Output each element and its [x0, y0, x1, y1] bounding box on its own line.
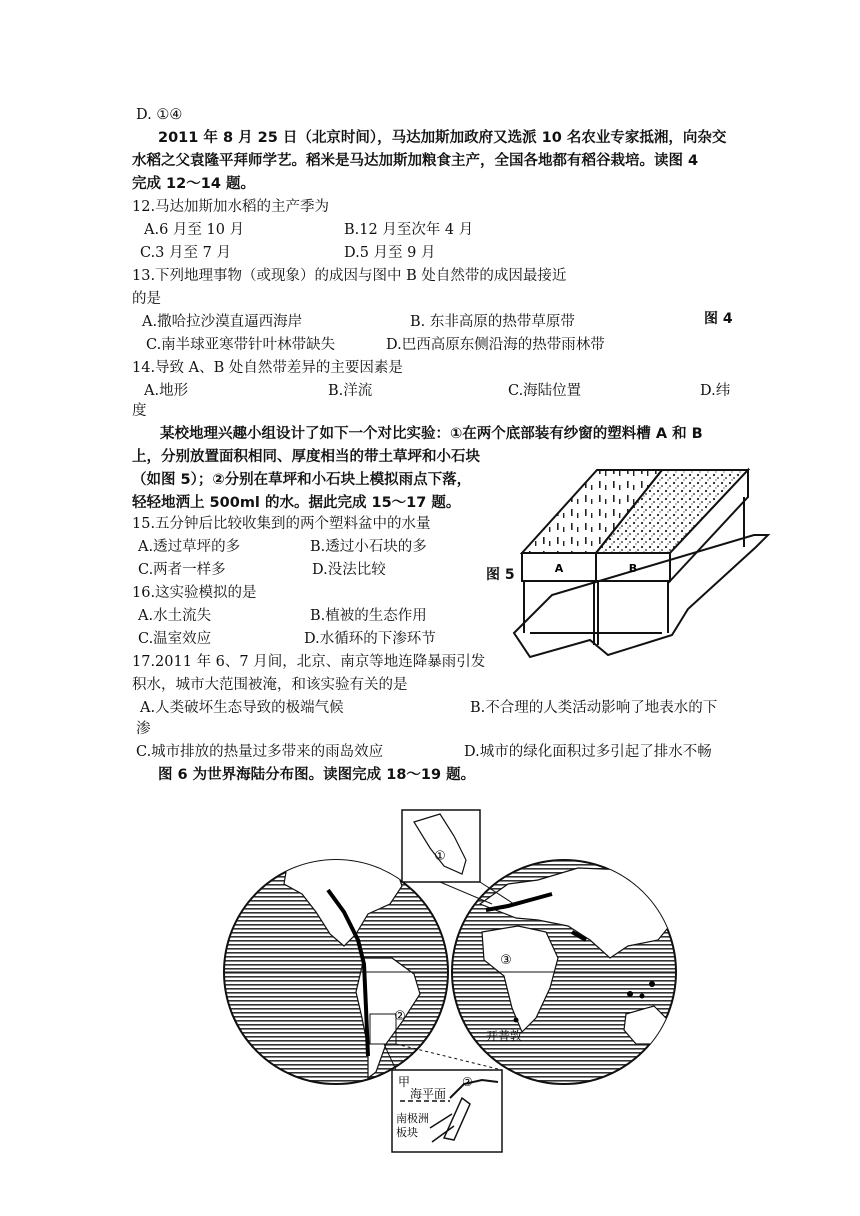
- intro-madagascar-line2: 水稻之父袁隆平拜师学艺。稻米是马达加斯加粮食主产，全国各地都有稻谷栽培。读图 4: [132, 153, 699, 169]
- q17-option-d: D.城市的绿化面积过多引起了排水不畅: [464, 744, 712, 760]
- q16-stem: 16.这实验模拟的是: [132, 585, 257, 601]
- intro-map: 图 6 为世界海陆分布图。读图完成 18～19 题。: [158, 767, 476, 783]
- intro-madagascar-line3: 完成 12～14 题。: [132, 176, 255, 192]
- q17-stem: 17.2011 年 6、7 月间，北京、南京等地连降暴雨引发: [132, 654, 486, 670]
- q13-option-a: A.撒哈拉沙漠直逼西海岸: [142, 314, 303, 330]
- q17-option-b: B.不合理的人类活动影响了地表水的下: [470, 700, 718, 716]
- fig6-world-map: [218, 808, 688, 1198]
- intro-experiment-line3: （如图 5）；②分别在草坪和小石块上模拟雨点下落，: [132, 472, 472, 488]
- q12-option-d: D.5 月至 9 月: [344, 245, 436, 261]
- q14-option-b: B.洋流: [328, 383, 373, 399]
- map-mark-3: ③: [500, 953, 512, 968]
- fig5-label: 图 5: [486, 567, 515, 583]
- eastern-hemisphere: [452, 860, 676, 1084]
- intro-experiment-line4: 轻轻地洒上 500ml 的水。据此完成 15～17 题。: [132, 495, 461, 511]
- q13-option-c: C.南半球亚寒带针叶林带缺失: [146, 337, 336, 353]
- q13-option-d: D.巴西高原东侧沿海的热带雨林带: [386, 337, 605, 353]
- inset-mark-2: ②: [462, 1075, 473, 1089]
- q15-option-d: D.没法比较: [312, 562, 386, 578]
- q16-option-d: D.水循环的下渗环节: [304, 631, 436, 647]
- map-mark-2: ②: [394, 1009, 406, 1024]
- intro-experiment-line2: 上，分别放置面积相同、厚度相当的带土草坪和小石块: [132, 449, 480, 465]
- fig5-experiment-diagram: [512, 465, 774, 660]
- tray-a-label: A: [554, 562, 564, 575]
- q17-option-b-cont: 渗: [136, 721, 151, 737]
- q13-stem: 13.下列地理事物（或现象）的成因与图中 B 处自然带的成因最接近: [132, 268, 567, 284]
- q16-option-a: A.水土流失: [138, 608, 212, 624]
- q15-option-b: B.透过小石块的多: [310, 539, 427, 555]
- fig4-label: 图 4: [704, 311, 733, 327]
- q17-option-a: A.人类破坏生态导致的极端气候: [140, 700, 344, 716]
- tray-b-label: B: [628, 562, 638, 575]
- antarctic-plate-label: 南极洲: [396, 1112, 429, 1125]
- inset-jia-label: 甲: [398, 1075, 411, 1089]
- q15-stem: 15.五分钟后比较收集到的两个塑料盆中的水量: [132, 516, 431, 532]
- q14-option-c: C.海陆位置: [508, 383, 582, 399]
- q14-option-a: A.地形: [144, 383, 189, 399]
- q14-stem: 14.导致 A、B 处自然带差异的主要因素是: [132, 360, 403, 376]
- q12-option-b: B.12 月至次年 4 月: [344, 222, 474, 238]
- q16-option-c: C.温室效应: [138, 631, 212, 647]
- intro-madagascar: 2011 年 8 月 25 日（北京时间），马达加斯加政府又选派 10 名农业专家抵湘，向杂交: [158, 130, 727, 146]
- map-mark-1: ①: [434, 849, 446, 864]
- cape-town-label: 开普敦: [485, 1029, 523, 1043]
- prev-option-d: D. ①④: [136, 107, 183, 123]
- q13-stem-line2: 的是: [132, 291, 161, 307]
- q12-option-a: A.6 月至 10 月: [144, 222, 245, 238]
- q15-option-a: A.透过草坪的多: [138, 539, 241, 555]
- intro-experiment: 某校地理兴趣小组设计了如下一个对比实验：①在两个底部装有纱窗的塑料槽 A 和 B: [160, 426, 703, 442]
- sea-level-label: 海平面: [410, 1087, 447, 1101]
- q17-option-c: C.城市排放的热量过多带来的雨岛效应: [136, 744, 384, 760]
- plate-label: 板块: [396, 1126, 418, 1139]
- q17-stem-line2: 积水，城市大范围被淹，和该实验有关的是: [132, 677, 408, 693]
- q13-option-b: B. 东非高原的热带草原带: [410, 314, 575, 330]
- q15-option-c: C.两者一样多: [138, 562, 226, 578]
- q14-option-d: D.纬: [700, 383, 731, 399]
- q14-option-d-cont: 度: [132, 403, 147, 419]
- q12-option-c: C.3 月至 7 月: [140, 245, 231, 261]
- q16-option-b: B.植被的生态作用: [310, 608, 427, 624]
- q12-stem: 12.马达加斯加水稻的主产季为: [132, 199, 330, 215]
